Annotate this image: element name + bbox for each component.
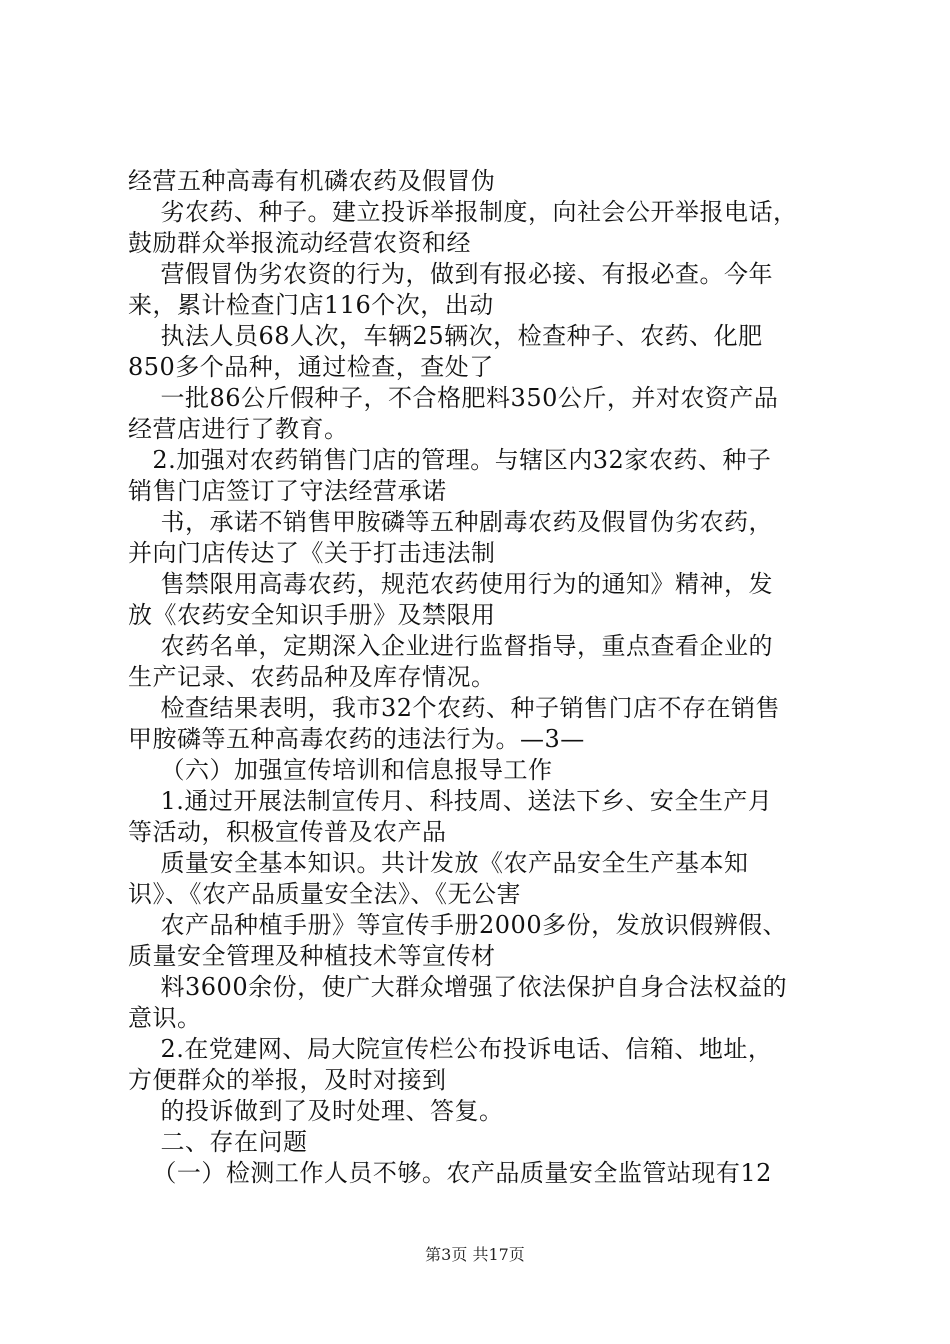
text-line: 检查结果表明，我市32个农药、种子销售门店不存在销售 [128,694,781,722]
text-line: 识》、《农产品质量安全法》、《无公害 [128,880,521,908]
text-line: 甲胺磷等五种高毒农药的违法行为。—3— [128,725,585,753]
text-line: 2.加强对农药销售门店的管理。与辖区内32家农药、种子 [128,446,772,474]
text-line: 二、存在问题 [128,1128,308,1156]
text-line: 劣农药、种子。建立投诉举报制度，向社会公开举报电话， [128,198,798,226]
text-line: 农药名单，定期深入企业进行监督指导，重点查看企业的 [128,632,774,660]
text-line: 2.在党建网、局大院宣传栏公布投诉电话、信箱、地址， [128,1035,773,1063]
text-line: 一批86公斤假种子，不合格肥料350公斤，并对农资产品 [128,384,779,412]
text-line: 质量安全管理及种植技术等宣传材 [128,942,496,970]
text-line: 经营店进行了教育。 [128,415,349,443]
text-line: 销售门店签订了守法经营承诺 [128,477,447,505]
text-line: 书，承诺不销售甲胺磷等五种剧毒农药及假冒伪劣农药， [128,508,774,536]
text-line: 经营五种高毒有机磷农药及假冒伪 [128,167,496,195]
text-line: 等活动，积极宣传普及农产品 [128,818,447,846]
text-line: 来，累计检查门店116个次，出动 [128,291,494,319]
text-line: （一）检测工作人员不够。农产品质量安全监管站现有12 [128,1159,772,1187]
text-line: 营假冒伪劣农资的行为，做到有报必接、有报必查。今年 [128,260,774,288]
text-line: 1.通过开展法制宣传月、科技周、送法下乡、安全生产月 [128,787,773,815]
text-line: 意识。 [128,1004,202,1032]
text-line: （六）加强宣传培训和信息报导工作 [128,756,553,784]
page-footer: 第3页 共17页 [425,1245,525,1264]
text-line: 放《农药安全知识手册》及禁限用 [128,601,496,629]
text-line: 料3600余份，使广大群众增强了依法保护自身合法权益的 [128,973,788,1001]
text-line: 售禁限用高毒农药，规范农药使用行为的通知》精神，发 [128,570,774,598]
text-line: 方便群众的举报，及时对接到 [128,1066,447,1094]
body-text [128,166,828,1189]
text-line: 鼓励群众举报流动经营农资和经 [128,229,471,257]
text-line: 的投诉做到了及时处理、答复。 [128,1097,504,1125]
text-line: 850多个品种，通过检查，查处了 [128,353,494,381]
text-line: 并向门店传达了《关于打击违法制 [128,539,496,567]
text-line: 生产记录、农药品种及库存情况。 [128,663,496,691]
text-line: 农产品种植手册》等宣传手册2000多份，发放识假辨假、 [128,911,788,939]
text-line: 执法人员68人次，车辆25辆次，检查种子、农药、化肥 [128,322,763,350]
text-line: 质量安全基本知识。共计发放《农产品安全生产基本知 [128,849,749,877]
